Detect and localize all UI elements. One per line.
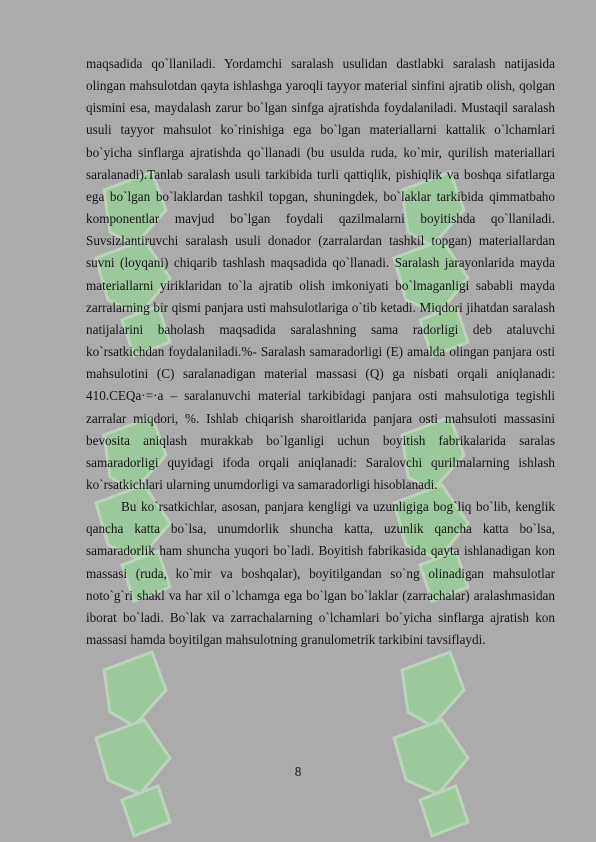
watermark-logo-icon (372, 630, 492, 840)
paragraph: Bu ko`rsatkichlar, asosan, panjara kengligi va uzunligiga bog`liq bo`lib, kenglik qancha katta bo`lsa, unumdorlik shuncha katta, uzunlik qancha katta bo`lsa, samaradorlik ham shuncha yuqori bo`ladi. Boyitish fabrikasida qayta ishlanadigan kon massasi (ruda, ko`mir va boshqalar), boyitilgandan so`ng olinadigan mahsulotlar noto`g`ri shakl va har xil o`lchamga ega bo`lgan bo`laklar (zarrachalar) aralashmasidan iborat bo`ladi. Bo`lak va zarrachalarning o`lchamlari bo`yicha sinflarga ajratish kon massasi hamda boyitilgan mahsulotning granulometrik tarkibini tavsiflaydi. (86, 499, 555, 648)
body-text (86, 53, 555, 651)
watermark-logo-icon (74, 630, 194, 840)
page-number: 8 (294, 764, 302, 779)
paragraph: maqsadida qo`llaniladi. Yordamchi saralash usulidan dastlabki saralash natijasida olingan mahsulotdan qayta ishlashga yaroqli tayyor material sinfini ajratib olish, qolgan qismini esa, maydalash zarur bo`lgan sinfga ajratishda foydalaniladi. Mustaqil saralash usuli tayyor mahsulot ko`rinishiga ega bo`lgan materiallarni kattalik o`lchamlari bo`yicha sinflarga ajratishda qo`llanadi (bu usulda ruda, ko`mir, qurilish materiallari saralanadi).Tanlab saralash usuli tarkibida turli qattiqlik, pishiqlik va boshqa sifatlarga ega bo`lgan bo`laklardan tashkil topgan, shuningdek, bo`laklar tarkibida qimmatbaho komponentlar mavjud bo`lgan foydali qazilmalarni boyitishda qo`llaniladi. Suvsizlantiruvchi saralash usuli donador (zarralardan tashkil topgan) materiallardan suvni (loyqani) chiqarib tashlash maqsadida qo`llanadi. Saralash jarayonlarida mayda materiallarni yiriklaridan to`la ajratib olish imkoniyati bo`lmaganligi sababli mayda zarralarning bir qismi panjara usti mahsulotlariga o`tib ketadi. Miqdori jihatdan saralash natijalarini baholash maqsadida saralashning sama radorligi deb ataluvchi ko`rsatkichdan foydalaniladi.%- Saralash samaradorligi (E) amalda olingan panjara osti mahsulotini (C) saralanadigan material massasi (Q) ga nisbati orqali aniqlanadi: 410.CEQa·=·a – saralanuvchi material tarkibidagi panjara osti mahsulotiga tegishli zarralar miqdori, %. Ishlab chiqarish sharoitlarida panjara osti mahsuloti massasini bevosita aniqlash murakkab bo`lganligi uchun boyitish fabrikalarida saralas samaradorligi quyidagi ifoda orqali aniqlanadi: Saralovchi qurilmalarning ishlash ko`rsatkichlari ularning unumdorligi va samaradorligi hisoblanadi. (86, 56, 555, 492)
